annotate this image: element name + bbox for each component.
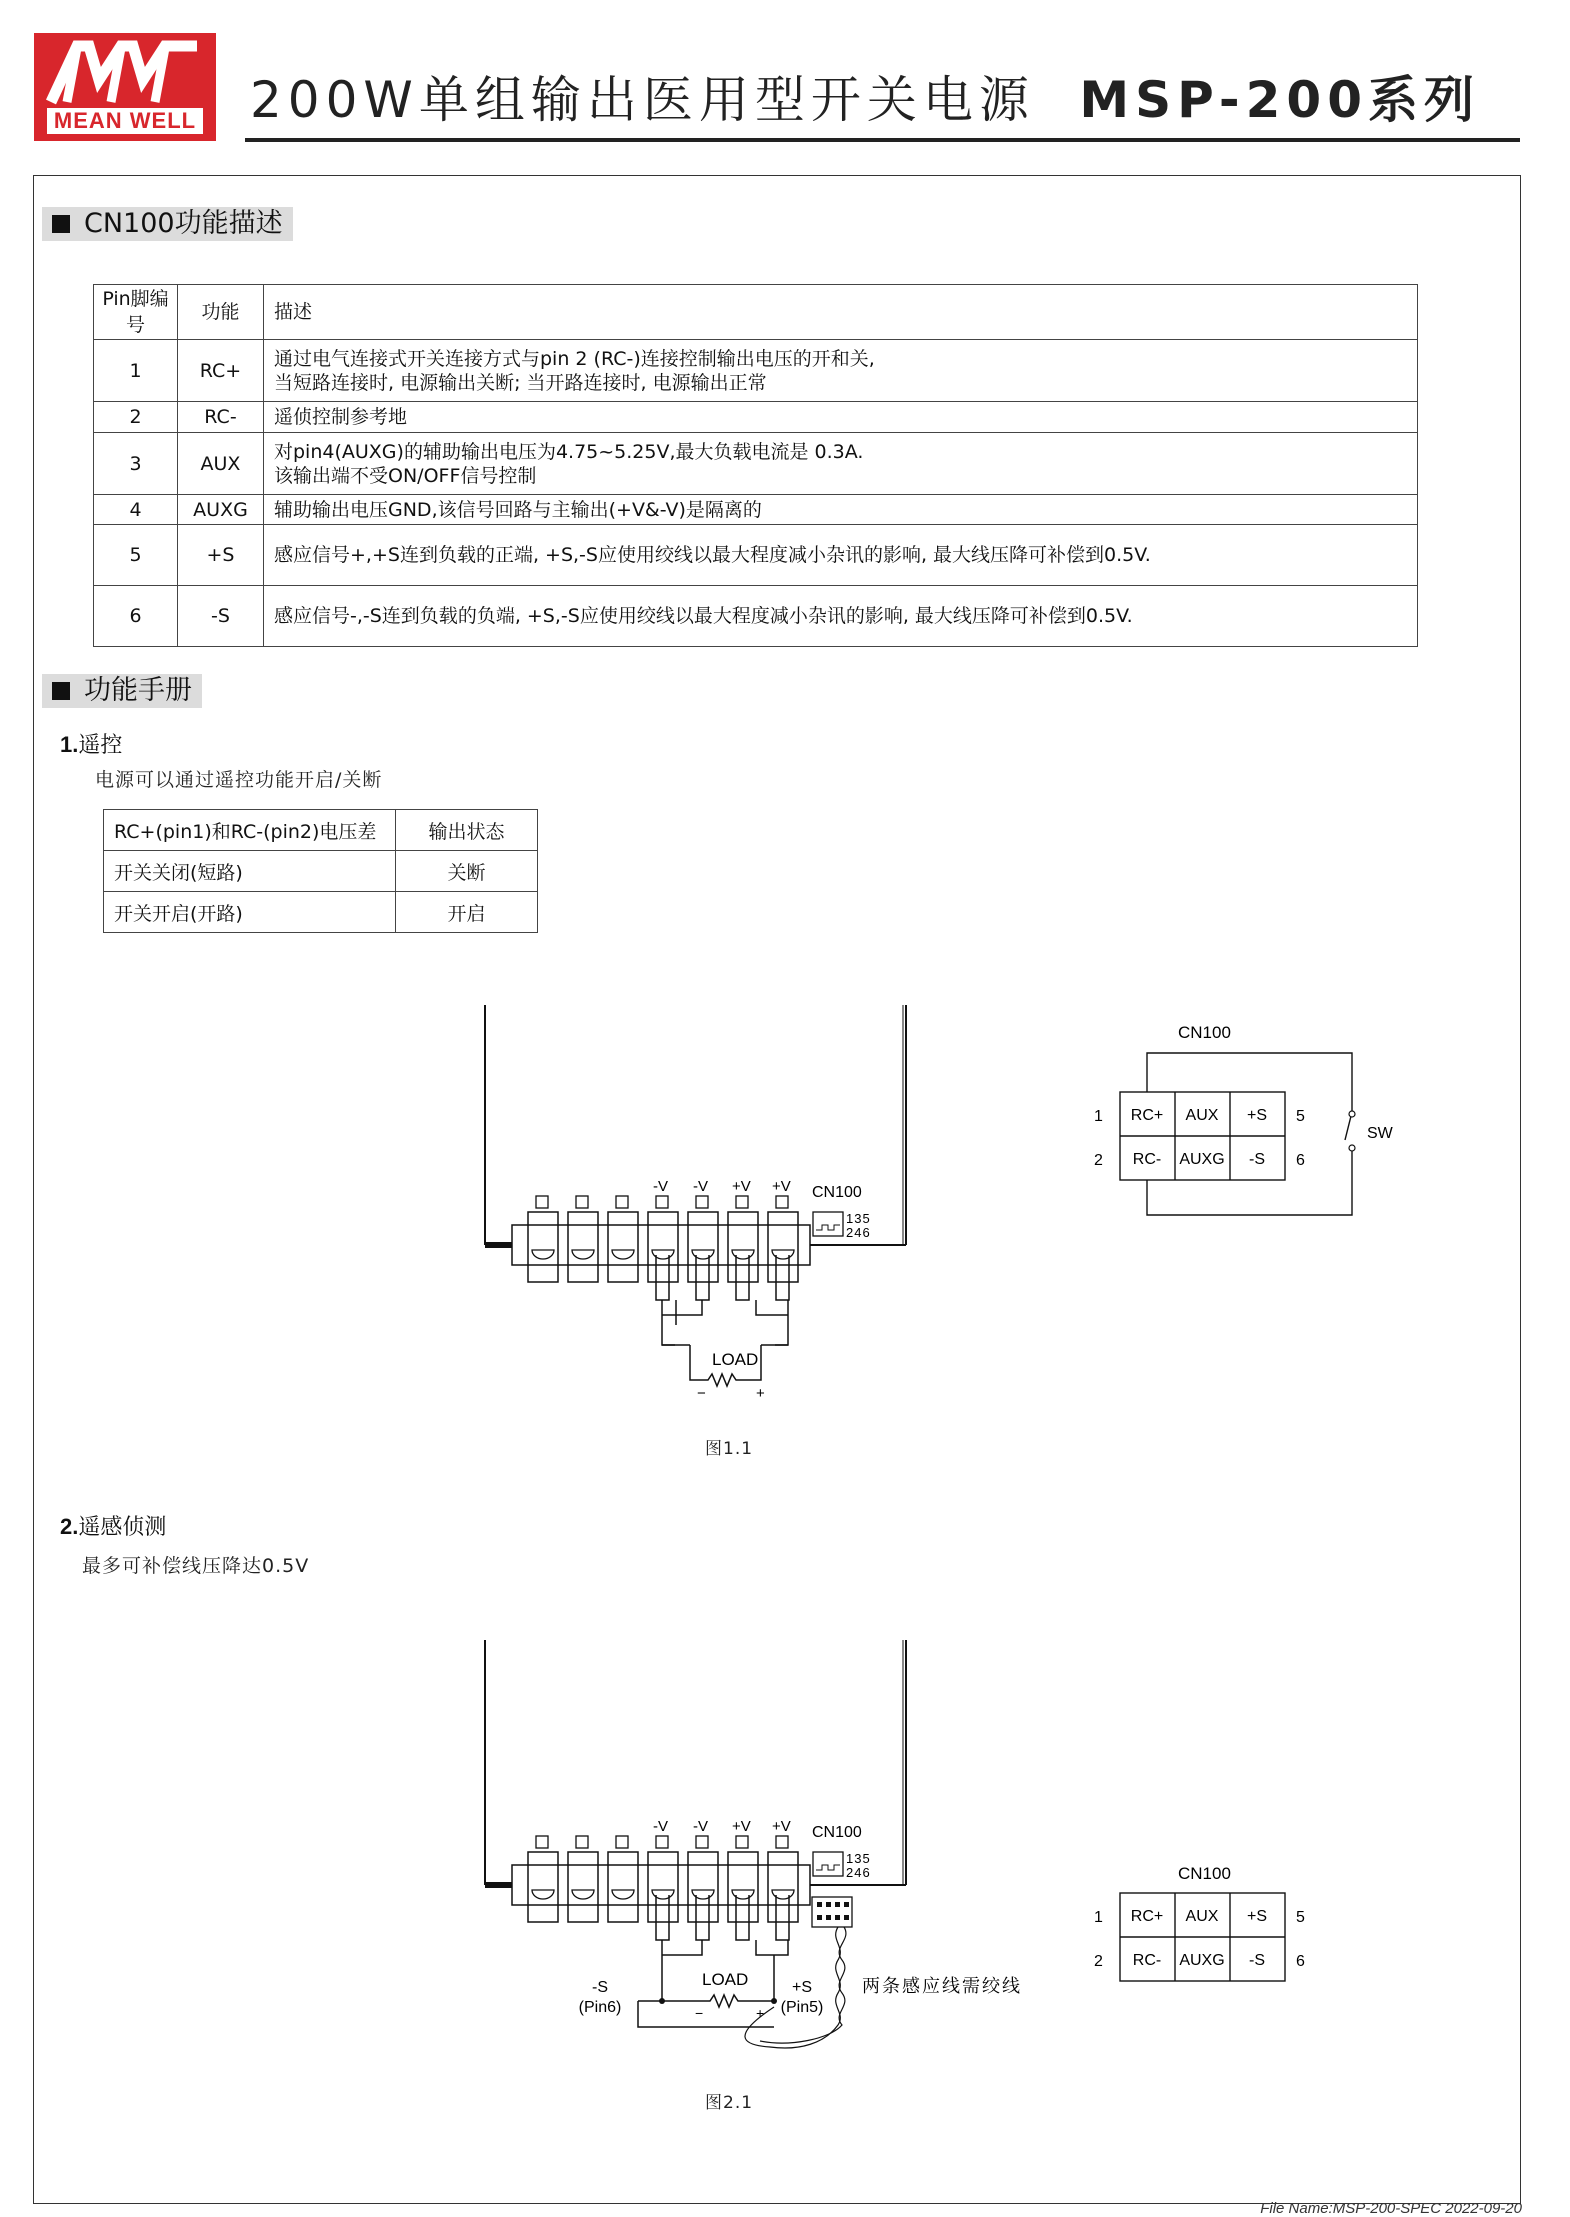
pin-description: 对pin4(AUXG)的辅助输出电压为4.75~5.25V,最大负载电流是 0.3A. 该输出端不受ON/OFF信号控制 bbox=[264, 433, 1418, 495]
pin-function: RC+ bbox=[178, 340, 264, 402]
header-divider bbox=[245, 138, 1520, 142]
svg-text:AUX: AUX bbox=[1185, 1107, 1219, 1124]
svg-text:135: 135 bbox=[846, 1851, 871, 1866]
figure-2-1-remote-sense-diagram bbox=[470, 1635, 1050, 2055]
header-pins-top: 135 bbox=[846, 1211, 871, 1226]
pin-function: AUX bbox=[178, 433, 264, 495]
table-row bbox=[94, 433, 1418, 495]
pin-description: 遥侦控制参考地 bbox=[264, 402, 1418, 433]
svg-text:RC-: RC- bbox=[1132, 1151, 1162, 1168]
table-row bbox=[94, 586, 1418, 647]
section-heading-text: CN100功能描述 bbox=[84, 208, 283, 239]
svg-text:1: 1 bbox=[1094, 1909, 1103, 1926]
svg-text:5: 5 bbox=[1296, 1909, 1305, 1926]
table-row: 开关关闭(短路) 关断 bbox=[104, 851, 538, 892]
svg-text:RC-: RC- bbox=[1132, 1952, 1162, 1969]
cn100-pin-table bbox=[93, 284, 1418, 647]
svg-text:+S: +S bbox=[1246, 1107, 1268, 1124]
square-bullet-icon bbox=[52, 215, 70, 233]
plus-s-label: +S bbox=[791, 1979, 813, 1996]
svg-text:+S: +S bbox=[1246, 1908, 1268, 1925]
figure-1-1-connector-switch bbox=[1080, 1010, 1410, 1230]
col-pin: Pin脚编号 bbox=[94, 285, 178, 340]
pin-description: 感应信号+,+S连到负载的正端, +S,-S应使用绞线以最大程度减小杂讯的影响, 最大线压降可补偿到0.5V. bbox=[264, 525, 1418, 586]
table-row: 开关开启(开路) 开启 bbox=[104, 892, 538, 933]
pin-description: 通过电气连接式开关连接方式与pin 2 (RC-)连接控制输出电压的开和关, 当短路连接时, 电源输出关断; 当开路连接时, 电源输出正常 bbox=[264, 340, 1418, 402]
svg-text:2: 2 bbox=[1094, 1152, 1103, 1169]
svg-text:+: + bbox=[756, 2005, 765, 2021]
remote-control-table bbox=[103, 809, 538, 933]
svg-text:6: 6 bbox=[1296, 1152, 1305, 1169]
col-func: 功能 bbox=[178, 285, 264, 340]
svg-text:-V: -V bbox=[693, 1818, 708, 1835]
figure-caption-1-1: 图1.1 bbox=[705, 1439, 754, 1459]
figure-1-1-terminal-diagram bbox=[470, 995, 910, 1415]
svg-text:LOAD: LOAD bbox=[702, 1970, 749, 1989]
svg-text:1: 1 bbox=[1094, 1108, 1103, 1125]
logo-text: MEAN WELL bbox=[47, 108, 203, 134]
svg-text:CN100: CN100 bbox=[1178, 1864, 1231, 1883]
sense-description: 最多可补偿线压降达0.5V bbox=[82, 1555, 310, 1577]
minus-s-pin-label: (Pin6) bbox=[578, 1999, 622, 2016]
minus-s-label: -S bbox=[592, 1979, 608, 1996]
svg-text:5: 5 bbox=[1296, 1108, 1305, 1125]
header-pins-bottom: 246 bbox=[846, 1225, 871, 1240]
svg-text:+V: +V bbox=[772, 1818, 791, 1835]
pin-number: 4 bbox=[94, 495, 178, 525]
svg-text:246: 246 bbox=[846, 1865, 871, 1880]
svg-text:RC+: RC+ bbox=[1130, 1107, 1164, 1124]
file-footer: File Name:MSP-200-SPEC 2022-09-20 bbox=[1260, 2200, 1522, 2217]
cn100-label: CN100 bbox=[812, 1184, 862, 1201]
pin-number: 5 bbox=[94, 525, 178, 586]
table-row bbox=[94, 495, 1418, 525]
svg-text:-S: -S bbox=[1249, 1952, 1265, 1969]
pin-number: 6 bbox=[94, 586, 178, 647]
terminal-label: +V bbox=[732, 1178, 751, 1195]
remote-description: 电源可以通过遥控功能开启/关断 bbox=[95, 769, 383, 791]
load-label: LOAD bbox=[712, 1350, 759, 1369]
svg-text:6: 6 bbox=[1296, 1953, 1305, 1970]
pin-function: -S bbox=[178, 586, 264, 647]
svg-text:AUXG: AUXG bbox=[1179, 1151, 1225, 1168]
load-minus: − bbox=[697, 1385, 706, 1402]
load-plus: + bbox=[756, 1385, 765, 1402]
svg-text:RC+: RC+ bbox=[1130, 1908, 1164, 1925]
pin-function: +S bbox=[178, 525, 264, 586]
svg-text:AUX: AUX bbox=[1185, 1908, 1219, 1925]
pin-function: RC- bbox=[178, 402, 264, 433]
terminal-label: +V bbox=[772, 1178, 791, 1195]
pin-description: 辅助输出电压GND,该信号回路与主输出(+V&-V)是隔离的 bbox=[264, 495, 1418, 525]
twisted-wire-label: 两条感应线需绞线 bbox=[862, 1976, 1022, 1997]
terminal-label: -V bbox=[653, 1178, 668, 1195]
section-heading-cn100 bbox=[42, 207, 293, 241]
table-row bbox=[94, 525, 1418, 586]
connector-title: CN100 bbox=[1178, 1023, 1231, 1042]
section-heading-text: 功能手册 bbox=[84, 675, 192, 706]
series-title: MSP-200系列 bbox=[1079, 71, 1480, 129]
figure-caption-2-1: 图2.1 bbox=[705, 2093, 754, 2113]
switch-label: SW bbox=[1367, 1125, 1393, 1142]
plus-s-pin-label: (Pin5) bbox=[780, 1999, 824, 2016]
svg-text:AUXG: AUXG bbox=[1179, 1952, 1225, 1969]
svg-text:CN100: CN100 bbox=[812, 1824, 862, 1841]
square-bullet-icon bbox=[52, 682, 70, 700]
col-voltage-diff: RC+(pin1)和RC-(pin2)电压差 bbox=[104, 810, 396, 851]
table-header-row bbox=[94, 285, 1418, 340]
svg-text:2: 2 bbox=[1094, 1953, 1103, 1970]
mean-well-logo bbox=[34, 33, 216, 141]
col-output-state: 输出状态 bbox=[396, 810, 538, 851]
svg-text:−: − bbox=[695, 2005, 704, 2021]
table-row bbox=[94, 340, 1418, 402]
pin-description: 感应信号-,-S连到负载的负端, +S,-S应使用绞线以最大程度减小杂讯的影响, 最大线压降可补偿到0.5V. bbox=[264, 586, 1418, 647]
table-header-row bbox=[104, 810, 538, 851]
subsection-title-remote: 1.遥控 bbox=[60, 732, 123, 758]
figure-2-1-connector bbox=[1080, 1855, 1340, 2005]
subsection-title-sense: 2.遥感侦测 bbox=[60, 1514, 167, 1540]
terminal-label: -V bbox=[693, 1178, 708, 1195]
svg-text:+V: +V bbox=[732, 1818, 751, 1835]
section-heading-manual bbox=[42, 674, 202, 708]
pin-number: 2 bbox=[94, 402, 178, 433]
pin-number: 1 bbox=[94, 340, 178, 402]
svg-text:-V: -V bbox=[653, 1818, 668, 1835]
pin-function: AUXG bbox=[178, 495, 264, 525]
col-desc: 描述 bbox=[264, 285, 1418, 340]
pin-number: 3 bbox=[94, 433, 178, 495]
table-row bbox=[94, 402, 1418, 433]
page-title: 200W单组输出医用型开关电源 bbox=[250, 71, 1035, 129]
svg-text:-S: -S bbox=[1249, 1151, 1265, 1168]
